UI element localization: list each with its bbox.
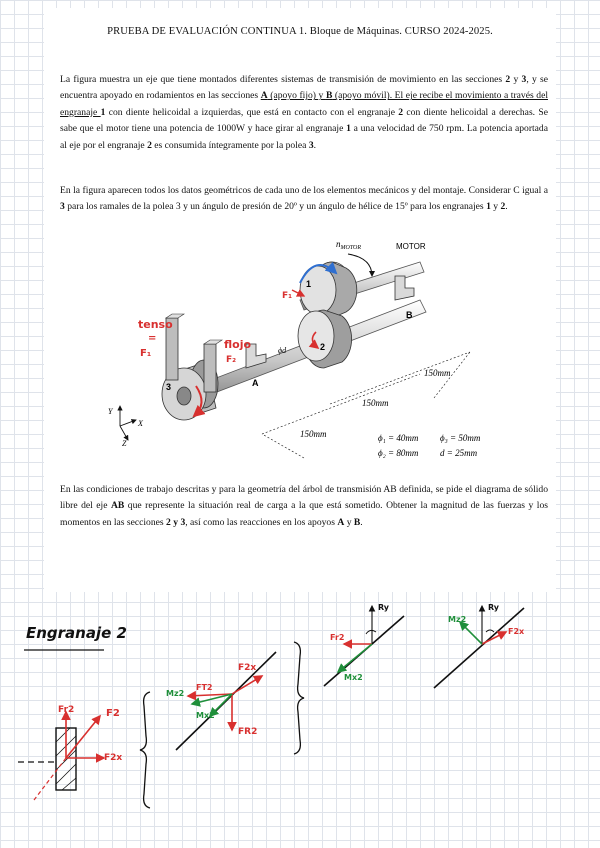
hw-equals: = xyxy=(148,333,157,344)
label-ft2: FT2 xyxy=(196,683,213,692)
gear-2 xyxy=(298,310,352,368)
shaft-diameter-label: ϕd xyxy=(278,346,287,355)
gear-2-label: 2 xyxy=(320,342,326,352)
p2-text-1: En la figura aparecen todos los datos geométricos de cada uno de los elementos mecánicos y del montaje. Considerar C igual a xyxy=(60,185,548,196)
data-d: d = 25mm xyxy=(440,448,478,458)
p1-text-10: . xyxy=(313,139,317,151)
p3-shaft-ab: AB xyxy=(110,500,125,512)
motor-label: MOTOR xyxy=(396,242,426,251)
forces-diagram-3 xyxy=(324,603,404,686)
support-a-label: A xyxy=(252,378,259,388)
p1-pulley-3: 3 xyxy=(308,139,314,151)
gear-1 xyxy=(300,262,357,318)
forces-diagram-4 xyxy=(434,603,525,688)
hw-ft: F₁ xyxy=(282,291,293,301)
p1-gear-2b: 2 xyxy=(147,139,152,151)
dimension-150-left: 150mm xyxy=(300,429,327,439)
hw-f2: F₂ xyxy=(226,355,237,365)
p2-gear-2: 2 xyxy=(500,201,506,213)
p3-text-1: En las condiciones de trabajo descritas y para la geometría del árbol de transmisión AB definida, se pide el diagrama de sólido libre del eje xyxy=(60,484,548,512)
p1-text-5: (apoyo móvil). El eje recibe el movimiento a través del engranaje xyxy=(60,90,548,118)
label-fr2-c: Fr2 xyxy=(330,633,345,642)
p1-section-3: 3 xyxy=(521,74,527,85)
data-phi3: ϕ₃ = 50mm xyxy=(440,433,481,443)
p2-text-3: y xyxy=(490,201,501,213)
p1-text-1: La figura muestra un eje que tiene montados diferentes sistemas de transmisión de movimiento en las secciones xyxy=(60,74,506,85)
label-mz2: Mz2 xyxy=(166,689,185,698)
label-mx2: Mx2 xyxy=(196,711,215,720)
dimension-150-mid: 150mm xyxy=(362,398,389,408)
p3-text-2: que represente la situación real de carga a la que está sometido. Obtener la magnitud de las fuerzas y los momentos en las secciones xyxy=(60,500,548,528)
bearing-b xyxy=(395,276,414,300)
bracket-right xyxy=(294,642,304,754)
coordinate-axes xyxy=(108,406,144,448)
p1-section-2: 2 xyxy=(505,74,511,85)
gear-1-label: 1 xyxy=(306,279,312,289)
p2-text-2: para los ramales de la polea 3 y un ángulo de presión de 20º y un ángulo de hélice de 15º para los engranajes xyxy=(64,201,487,213)
p1-text-2: y xyxy=(510,74,522,85)
p1-text-4: (apoyo fijo) y xyxy=(267,90,326,102)
p3-support-a: A xyxy=(337,516,345,528)
label-f2: F2 xyxy=(106,708,120,719)
p3-sections: 2 y 3 xyxy=(166,516,186,528)
p1-text-3: , y se encuentra apoyado en rodamientos en las secciones xyxy=(60,74,549,102)
paragraph-data xyxy=(60,183,548,216)
label-mz2-b: Mz2 xyxy=(448,615,467,624)
axis-x-label: X xyxy=(138,419,143,428)
p2-gear-1: 1 xyxy=(486,201,491,213)
shaft-figure xyxy=(60,234,530,474)
data-phi2: ϕ₂ = 80mm xyxy=(378,448,419,458)
label-ry: Ry xyxy=(378,603,390,612)
axis-z-label: Z xyxy=(122,439,127,448)
page-title: PRUEBA DE EVALUACIÓN CONTINUA 1. Bloque de Máquinas. CURSO 2024-2025. xyxy=(107,26,493,37)
p1-gear-1: 1 xyxy=(100,106,106,118)
p1-support-b: B xyxy=(325,90,333,102)
label-fr2-b: FR2 xyxy=(238,727,258,737)
data-phi1: ϕ₁ = 40mm xyxy=(378,433,419,443)
p1-text-9: es consumida íntegramente por la polea xyxy=(151,139,309,151)
label-f2x-c: F2x xyxy=(508,627,525,636)
label-mx2-b: Mx2 xyxy=(344,673,363,682)
handwritten-notes xyxy=(0,592,600,848)
p1-gear-1b: 1 xyxy=(346,123,351,135)
n-motor-label: $n_{MOTOR}$ xyxy=(336,239,362,251)
label-ry-2: Ry xyxy=(488,603,500,612)
p3-text-4: y xyxy=(344,516,354,528)
axis-y-label: Y xyxy=(108,407,113,416)
p3-support-b: B xyxy=(353,516,361,528)
hw-f1: F₁ xyxy=(140,348,152,359)
hw-tenso: tenso xyxy=(138,318,173,331)
p1-text-8: a una velocidad de 750 rpm. La potencia aportada al eje por el engranaje xyxy=(60,123,548,151)
p2-text-4: . xyxy=(505,201,508,213)
label-fr2: Fr2 xyxy=(58,705,75,715)
label-f2x: F2x xyxy=(104,753,123,763)
p1-gear-2: 2 xyxy=(398,106,404,118)
gear-section-diagram xyxy=(18,705,122,800)
p2-c-value: 3 xyxy=(60,201,65,213)
bracket-left xyxy=(140,692,150,808)
paragraph-question xyxy=(60,482,548,531)
p1-text-7: con diente helicoidal a derechas. Se sabe que el motor tiene una potencia de 1000W y hace girar al engranaje xyxy=(60,106,548,135)
hw-flojo: flojo xyxy=(224,338,252,351)
notes-title: Engranaje 2 xyxy=(26,624,127,642)
label-f2x-b: F2x xyxy=(238,663,257,673)
p3-text-5: . xyxy=(360,516,363,528)
dimension-150-right: 150mm xyxy=(424,368,451,378)
p1-support-a: A xyxy=(260,90,268,102)
p1-text-6: con diente helicoidal a izquierdas, que está en contacto con el engranaje xyxy=(105,106,399,118)
pulley-3-label: 3 xyxy=(166,382,172,392)
forces-diagram-2 xyxy=(166,652,276,750)
support-b-label: B xyxy=(406,310,413,320)
p3-text-3: , así como las reacciones en los apoyos xyxy=(185,516,338,528)
paragraph-statement xyxy=(60,72,548,154)
